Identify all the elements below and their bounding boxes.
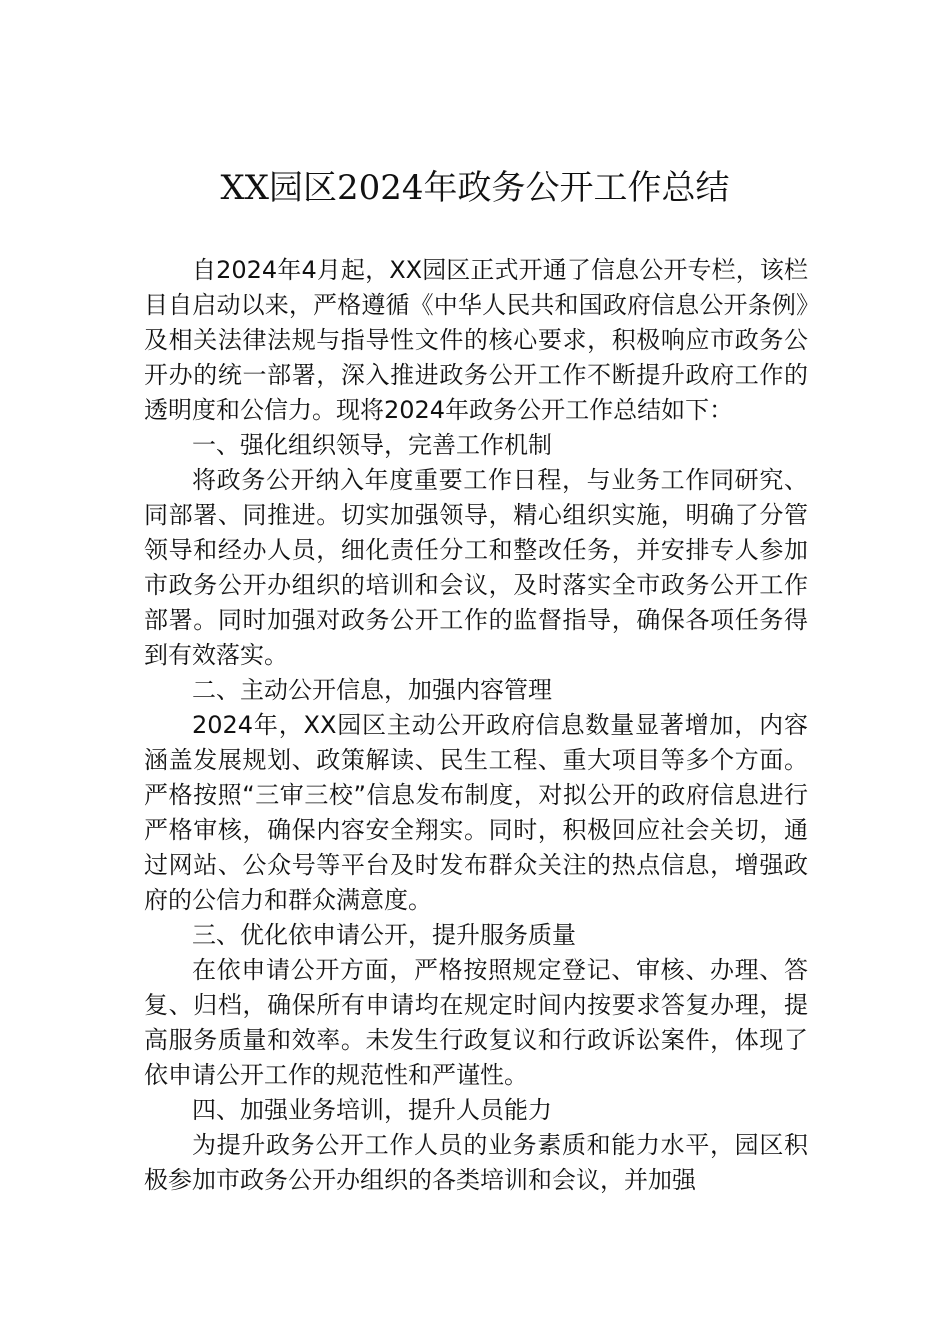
section-paragraph-2: 2024年，XX园区主动公开政府信息数量显著增加，内容涵盖发展规划、政策解读、民生工程、重大项目等多个方面。严格按照“三审三校”信息发布制度，对拟公开的政府信息进行严格审核，确保内容安全翔实。同时，积极回应社会关切，通过网站、公众号等平台及时发布群众关注的热点信息，增强政府的公信力和群众满意度。 bbox=[144, 711, 808, 914]
document-title: XX园区2024年政务公开工作总结 bbox=[220, 168, 730, 208]
intro-paragraph: 自2024年4月起，XX园区正式开通了信息公开专栏，该栏目自启动以来，严格遵循《中华人民共和国政府信息公开条例》及相关法律法规与指导性文件的核心要求，积极响应市政务公开办的统一部署，深入推进政务公开工作不断提升政府工作的透明度和公信力。现将2024年政务公开工作总结如下： bbox=[144, 256, 808, 424]
section-paragraph-4: 为提升政务公开工作人员的业务素质和能力水平，园区积极参加市政务公开办组织的各类培训和会议，并加强 bbox=[144, 1131, 808, 1194]
section-heading-4: 四、加强业务培训，提升人员能力 bbox=[192, 1096, 552, 1124]
section-paragraph-3: 在依申请公开方面，严格按照规定登记、审核、办理、答复、归档，确保所有申请均在规定时间内按要求答复办理，提高服务质量和效率。未发生行政复议和行政诉讼案件，体现了依申请公开工作的规范性和严谨性。 bbox=[144, 956, 808, 1089]
section-paragraph-1: 将政务公开纳入年度重要工作日程，与业务工作同研究、同部署、同推进。切实加强领导，精心组织实施，明确了分管领导和经办人员，细化责任分工和整改任务，并安排专人参加市政务公开办组织的培训和会议，及时落实全市政务公开工作部署。同时加强对政务公开工作的监督指导，确保各项任务得到有效落实。 bbox=[144, 466, 808, 669]
section-heading-1: 一、强化组织领导，完善工作机制 bbox=[192, 431, 552, 459]
document-body bbox=[144, 253, 808, 1198]
section-heading-2: 二、主动公开信息，加强内容管理 bbox=[192, 676, 552, 704]
section-heading-3: 三、优化依申请公开，提升服务质量 bbox=[192, 921, 576, 949]
